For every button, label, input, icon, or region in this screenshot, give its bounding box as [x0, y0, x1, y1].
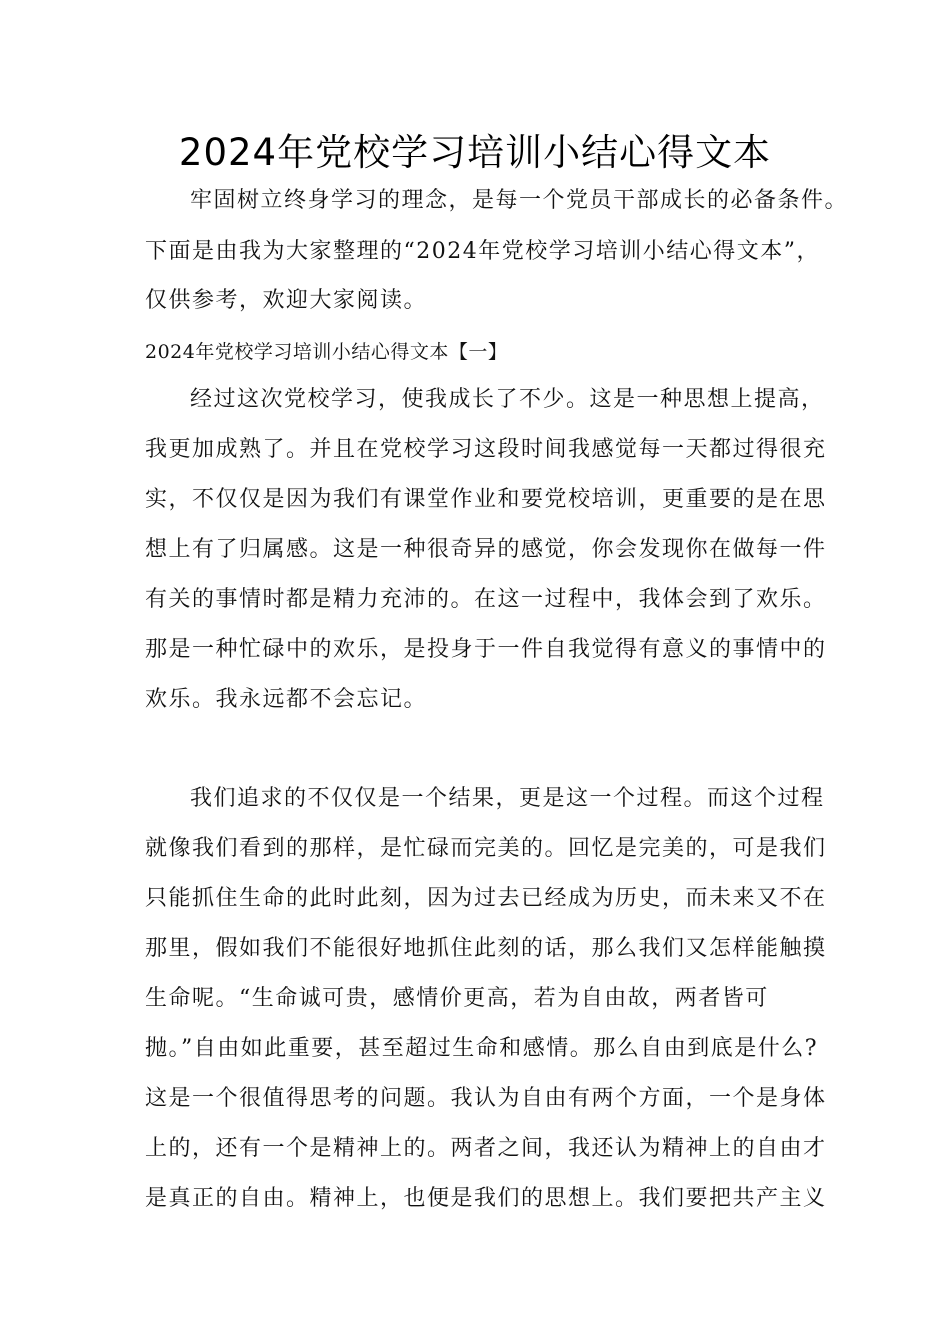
paragraph1-line-4: 想上有了归属感。这是一种很奇异的感觉，你会发现你在做每一件 — [145, 537, 827, 562]
paragraph2-line-5: 生命呢。“生命诚可贵，感情价更高，若为自由故，两者皆可 — [145, 986, 769, 1011]
intro-line-3: 仅供参考，欢迎大家阅读。 — [145, 288, 428, 313]
paragraph2-line-9: 是真正的自由。精神上，也便是我们的思想上。我们要把共产主义 — [145, 1186, 827, 1211]
paragraph1-line-3: 实，不仅仅是因为我们有课堂作业和要党校培训，更重要的是在思 — [145, 487, 827, 512]
paragraph2-line-4: 那里，假如我们不能很好地抓住此刻的话，那么我们又怎样能触摸 — [145, 936, 827, 961]
section-heading: 2024年党校学习培训小结心得文本【一】 — [145, 341, 508, 363]
intro-line-2: 下面是由我为大家整理的“2024年党校学习培训小结心得文本”， — [145, 239, 820, 264]
paragraph1-line-7: 欢乐。我永远都不会忘记。 — [145, 687, 428, 712]
paragraph2-line-6: 抛。”自由如此重要，甚至超过生命和感情。那么自由到底是什么? — [145, 1036, 819, 1061]
paragraph2-line-3: 只能抓住生命的此时此刻，因为过去已经成为历史，而未来又不在 — [145, 886, 827, 911]
paragraph2-line-2: 就像我们看到的那样，是忙碌而完美的。回忆是完美的，可是我们 — [145, 836, 827, 861]
intro-line-1: 牢固树立终身学习的理念，是每一个党员干部成长的必备条件。 — [190, 188, 849, 213]
paragraph1-line-1: 经过这次党校学习，使我成长了不少。这是一种思想上提高， — [190, 387, 825, 412]
paragraph2-line-7: 这是一个很值得思考的问题。我认为自由有两个方面，一个是身体 — [145, 1086, 827, 1111]
paragraph2-line-1: 我们追求的不仅仅是一个结果，更是这一个过程。而这个过程 — [190, 786, 825, 811]
paragraph1-line-2: 我更加成熟了。并且在党校学习这段时间我感觉每一天都过得很充 — [145, 437, 827, 462]
paragraph1-line-6: 那是一种忙碌中的欢乐，是投身于一件自我觉得有意义的事情中的 — [145, 637, 827, 662]
paragraph2-line-8: 上的，还有一个是精神上的。两者之间，我还认为精神上的自由才 — [145, 1136, 827, 1161]
document-title: 2024年党校学习培训小结心得文本 — [178, 131, 772, 174]
paragraph1-line-5: 有关的事情时都是精力充沛的。在这一过程中，我体会到了欢乐。 — [145, 587, 827, 612]
